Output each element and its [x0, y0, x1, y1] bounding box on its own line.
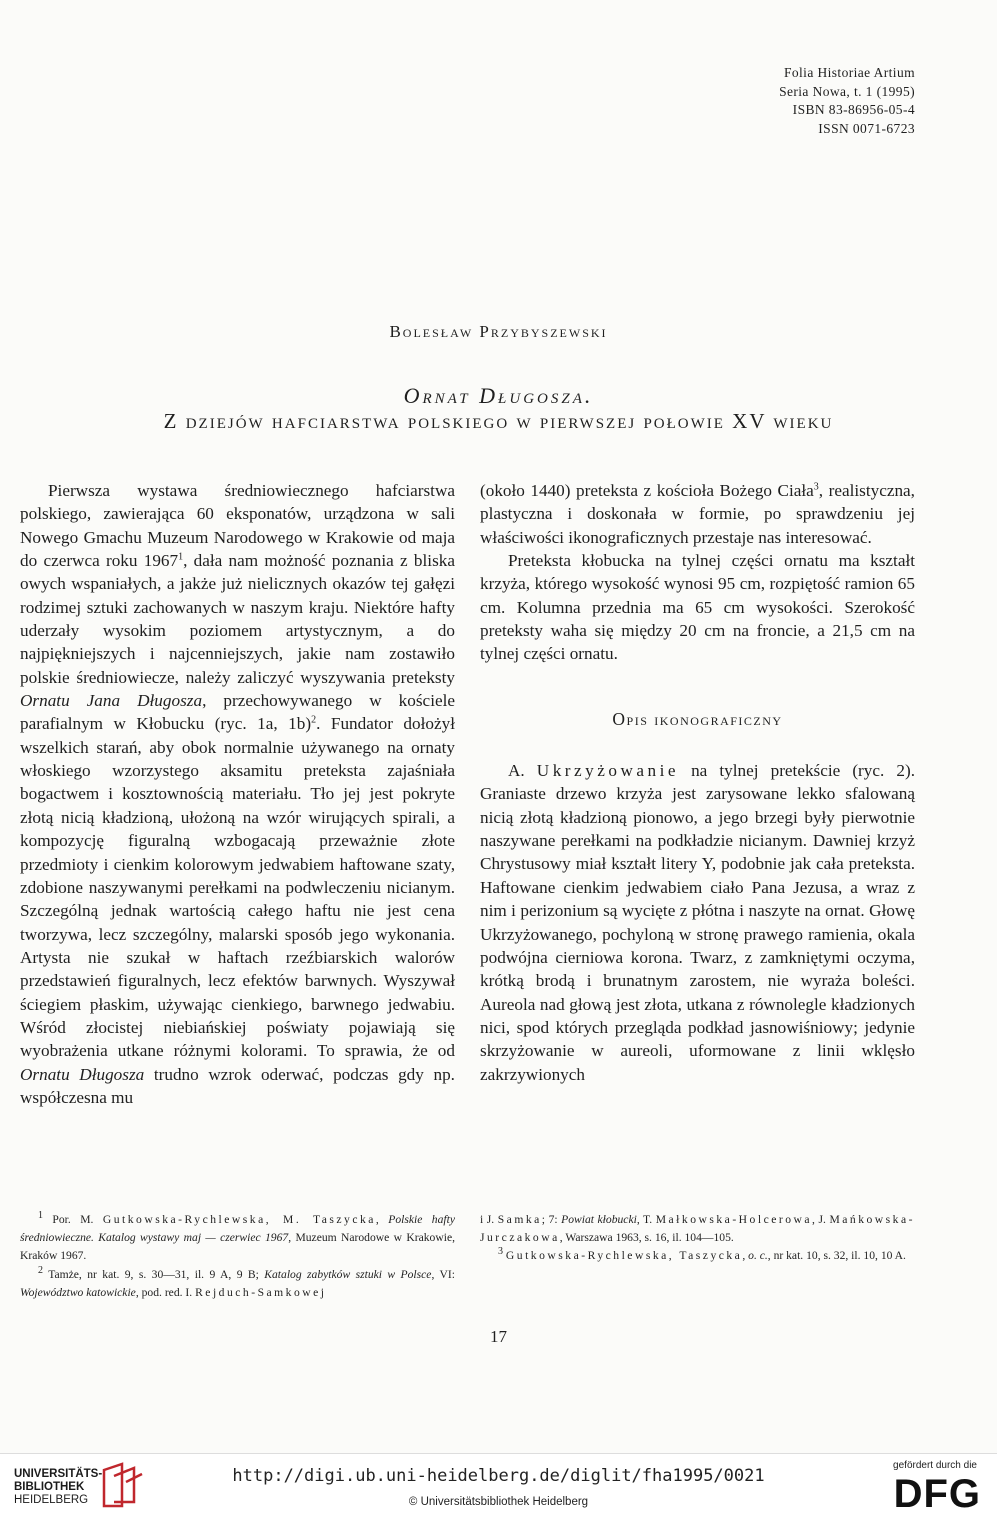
- footnote-2: $^2$ Tamże, nr kat. 9, s. 30—31, il. 9 A, 9 B; Katalog zabytków sztuki w Polsce, VI: Województwo katowickie, pod. red. I. Rejduch-Samkowej: [20, 1264, 455, 1299]
- copyright: © Universitätsbibliothek Heidelberg: [408, 1496, 589, 1508]
- publication-meta: [779, 64, 915, 138]
- footnotes-right: [480, 1211, 915, 1266]
- library-name: UNIVERSITÄTS- BIBLIOTHEK HEIDELBERG: [14, 1468, 103, 1506]
- footnotes-left: [20, 1211, 455, 1302]
- footnote-ref[interactable]: 1: [178, 551, 184, 563]
- footnote-ref[interactable]: 3: [813, 481, 819, 493]
- footnote-ref[interactable]: 2: [311, 714, 317, 726]
- left-column: [20, 479, 455, 1109]
- isbn: ISBN 83-86956-05-4: [792, 102, 915, 117]
- right-column: [480, 479, 915, 1086]
- footnote-2-continued: i J. Samka; 7: Powiat kłobucki, T. Małkowska-Holcerowa, J. Mańkowska-Jurczakowa, Warszawa 1963, s. 16, il. 104—105.: [480, 1213, 915, 1245]
- funder-caption: gefördert durch die: [893, 1460, 977, 1471]
- article-author: Bolesław Przybyszewski: [389, 322, 608, 341]
- journal-name: Folia Historiae Artium: [783, 65, 915, 80]
- article-subtitle: Z dziejów hafciarstwa polskiego w pierwszej połowie XV wieku: [163, 409, 834, 433]
- paragraph: (około 1440) preteksta z kościoła Bożego Ciała$^3$, realistyczna, plastyczna i doskonała w formie, po sprawdzeniu jej właściwości ikonograficznych przestaje nas interesować.: [480, 481, 915, 547]
- paragraph: Preteksta kłobucka na tylnej części ornatu ma kształt krzyża, którego wysokość wynosi 95 cm, rozpiętość ramion 65 cm. Kolumna przednia ma 65 cm wysokości. Szerokość preteksty waha się między 20 cm na froncie, a 21,5 cm na tylnej części ornatu.: [480, 551, 915, 664]
- issn: ISSN 0071-6723: [818, 120, 915, 136]
- dfg-logo: DFG: [893, 1472, 981, 1516]
- paragraph: Pierwsza wystawa średniowiecznego hafciarstwa polskiego, zawierająca 60 eksponatów, urządzona w sali Nowego Gmachu Muzeum Narodowego w Krakowie od maja do czerwca roku 1967$^1$, dała nam możność poznania z bliska owych wspaniałych, a jakże już nielicznych okazów tej gałęzi rodzimej sztuki zachowanych w naszym kraju. Niektóre hafty uderzały wysokim poziomem artystycznym, a do najpiękniejszych i najcenniejszych, jakie nam zostawiło polskie średniowiecze, należy zaliczyć wyszywania preteksty Ornatu Jana Długosza, przechowywanego w kościele parafialnym w Kłobucku (ryc. 1a, 1b)$^2$. Fundator dołożył wszelkich starań, aby obok normalnie używanego na ornaty włoskiego wzorzystego aksamitu preteksta zajaśniała bogactwem i kosztownością materiału. Tło jej jest pokryte złotą nicią kładzioną, ułożoną na wzór wirujących spirali, a kompozycję figuralną wzbogacają przeważnie złote przedmioty i cienkim kolorowym jedwabiem haftowane szaty, zdobione naszywanymi perełkami na podwleczeniu nicianym. Szczególną jednak wartością całego haftu nie jest cena tworzywa, lecz szczególny, malarski sposób jego wykonania. Artysta nie szukał w haftach rzeźbiarskich walorów przedstawień figuralnych, lecz efektów barwnych. Wyszywał ściegiem płaskim, używając cienkiego, barwnego jedwabiu. Wśród złocistej niebiańskiej poświaty pojawiają się wyobrażenia utkane różnymi kolorami. To sprawia, że od Ornatu Długosza trudno wzrok oderwać, podczas gdy np. współczesna mu: [20, 481, 455, 1107]
- footnote-1: $^1$ Por. M. Gutkowska-Rychlewska, M. Taszycka, Polskie hafty średniowieczne. Katalog wystawy maj — czerwiec 1967, Muzeum Narodowe w Krakowie, Kraków 1967.: [20, 1210, 455, 1263]
- permalink-url[interactable]: http://digi.ub.uni-heidelberg.de/diglit/fha1995/0021: [232, 1466, 765, 1486]
- section-heading: Opis ikonograficzny: [612, 708, 783, 729]
- article-title: Ornat Długosza.: [403, 383, 594, 408]
- paragraph: A. Ukrzyżowanie na tylnej pretekście (ryc. 2). Graniaste drzewo krzyża jest zarysowane lekko sfalowaną nicią złotą kładzioną pionowo, a jego brzegi były pierwotnie naszywane perełkami na podkładzie nicianym. Dawniej krzyż Chrystusowy miał kształt litery Y, podobnie jak cała preteksta. Haftowane cienkim jedwabiem ciało Pana Jezusa, a wraz z nim i perizonium są wycięte z płótna i naszyte na ornat. Głowę Ukrzyżowanego, pochyloną w stronę prawego ramienia, okala podwójna cierniowa korona. Twarz, z zamkniętymi oczyma, krótką brodą i brunatnym zarostem, nie wyraża boleści. Aureola nad głową jest złota, utkana z równolegle kładzionych nici, spod których przegląda podkład jasnowiśniowy; jedynie skrzyżowanie w aureoli, uformowane z linii wklęsło zakrzywionych: [480, 761, 915, 1084]
- footnote-3: $^3$ Gutkowska-Rychlewska, Taszycka, o. c., nr kat. 10, s. 32, il. 10, 10 A.: [498, 1246, 906, 1263]
- page-number: 17: [490, 1327, 507, 1346]
- viewer-footer: [0, 1453, 997, 1524]
- journal-series: Seria Nowa, t. 1 (1995): [779, 83, 915, 99]
